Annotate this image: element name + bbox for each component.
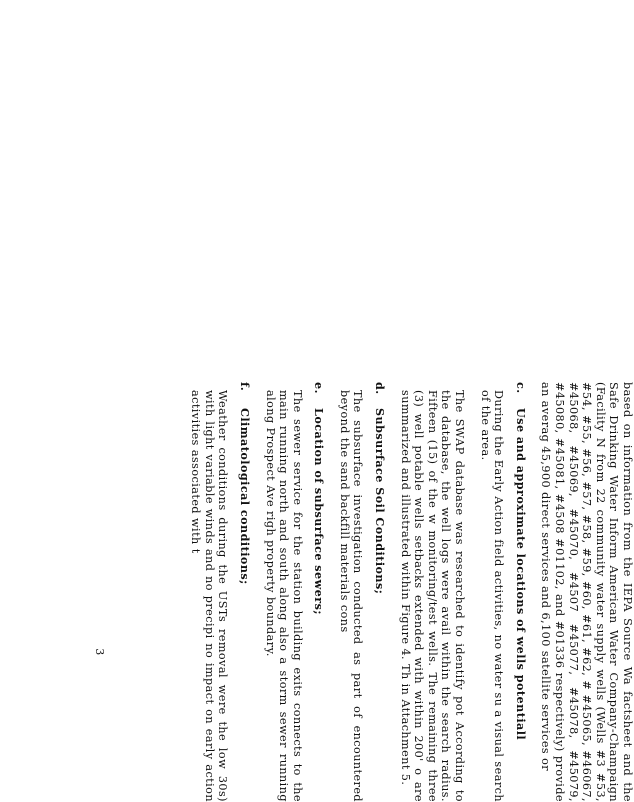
section-paragraph — [189, 390, 230, 802]
paragraph-line: also a storm sewer running along Prospect Ave righ — [263, 390, 291, 802]
intro-line: #45065, #46067, #45068, #45069, #45070, #4507 — [566, 382, 594, 802]
section-d — [337, 382, 386, 802]
section-letter: f. — [237, 382, 252, 392]
intro-line: factsheet and the Safe Drinking Water Inform — [607, 382, 634, 802]
paragraph-line: The SWAP database was researched to identify pot — [453, 390, 467, 722]
section-paragraph — [398, 390, 466, 802]
intro-line: #01102, and #01336 respectively) provide an averag — [539, 382, 567, 802]
section-paragraph — [478, 390, 505, 802]
section-title: Use and approximate locations of wells potentiall — [513, 408, 528, 741]
paragraph-line: potable wells setbacks extended with within 200' o — [412, 445, 426, 782]
intro-line: American Water Company-Champaign (Facility N — [593, 382, 621, 802]
intro-paragraph — [539, 382, 634, 802]
section-body — [189, 390, 230, 802]
paragraph-line: a visual search of the area. — [478, 390, 506, 802]
intro-line: 45,900 direct services and 6,100 satellite services or — [539, 446, 553, 772]
paragraph-line: Weather conditions during the USTs removal were — [216, 390, 230, 722]
section-heading — [237, 382, 251, 802]
intro-line: from 22 community water supply wells (Wells #3 — [593, 454, 607, 774]
paragraph-line: the low 30s) with light variable winds and no precipi — [202, 390, 230, 802]
intro-line: #45077, #45078, #45079, #45080, #45081, #4508 — [553, 382, 580, 802]
paragraph-line: monitoring/test wells. The remaining three (3) well — [412, 390, 439, 802]
section-body — [263, 390, 304, 802]
paragraph-line: During the Early Action field activities, no water su — [492, 390, 506, 711]
section-title: Subsurface Soil Conditions; — [373, 408, 388, 595]
section-heading — [513, 382, 527, 802]
paragraph-line: within the search radius. Fifteen (15) of the w — [425, 390, 453, 802]
section-heading — [373, 382, 387, 802]
section-c — [398, 382, 527, 802]
paragraph-line: in Attachment 5. — [398, 683, 412, 786]
section-title: Climatological conditions; — [237, 408, 252, 585]
paragraph-line: The subsurface investigation conducted as part of — [351, 390, 365, 726]
section-paragraph — [263, 390, 304, 802]
intro-line: based on information from the IEPA Source Wa — [621, 382, 634, 692]
section-letter: d. — [373, 382, 388, 395]
section-heading — [312, 382, 326, 802]
page-number: 3 — [93, 648, 106, 656]
paragraph-line: The sewer service for the station building exits — [290, 390, 304, 704]
paragraph-line: no impact on early action activities associated with t — [189, 390, 216, 802]
section-letter: e. — [312, 382, 327, 394]
paragraph-line: property boundary. — [263, 540, 277, 657]
section-f — [189, 382, 251, 802]
rotated-document-page — [66, 382, 634, 802]
section-paragraph — [337, 390, 364, 802]
intro-line: #53, #54, #55, #56, #57, #58, #59, #60, #61, #62, # — [580, 382, 607, 802]
paragraph-line: encountered beyond the sand backfill materials cons — [337, 390, 365, 802]
section-body — [337, 390, 364, 802]
section-e — [263, 382, 325, 802]
section-letter: c. — [513, 382, 528, 394]
paragraph-line: connects to the main running north and south along — [277, 390, 304, 802]
paragraph-line: are summarized and illustrated within Figure 4. Th — [398, 390, 426, 802]
paragraph-line: According to the database, the well logs were avail — [439, 390, 467, 802]
section-title: Location of subsurface sewers; — [312, 408, 327, 615]
section-body — [398, 390, 505, 802]
